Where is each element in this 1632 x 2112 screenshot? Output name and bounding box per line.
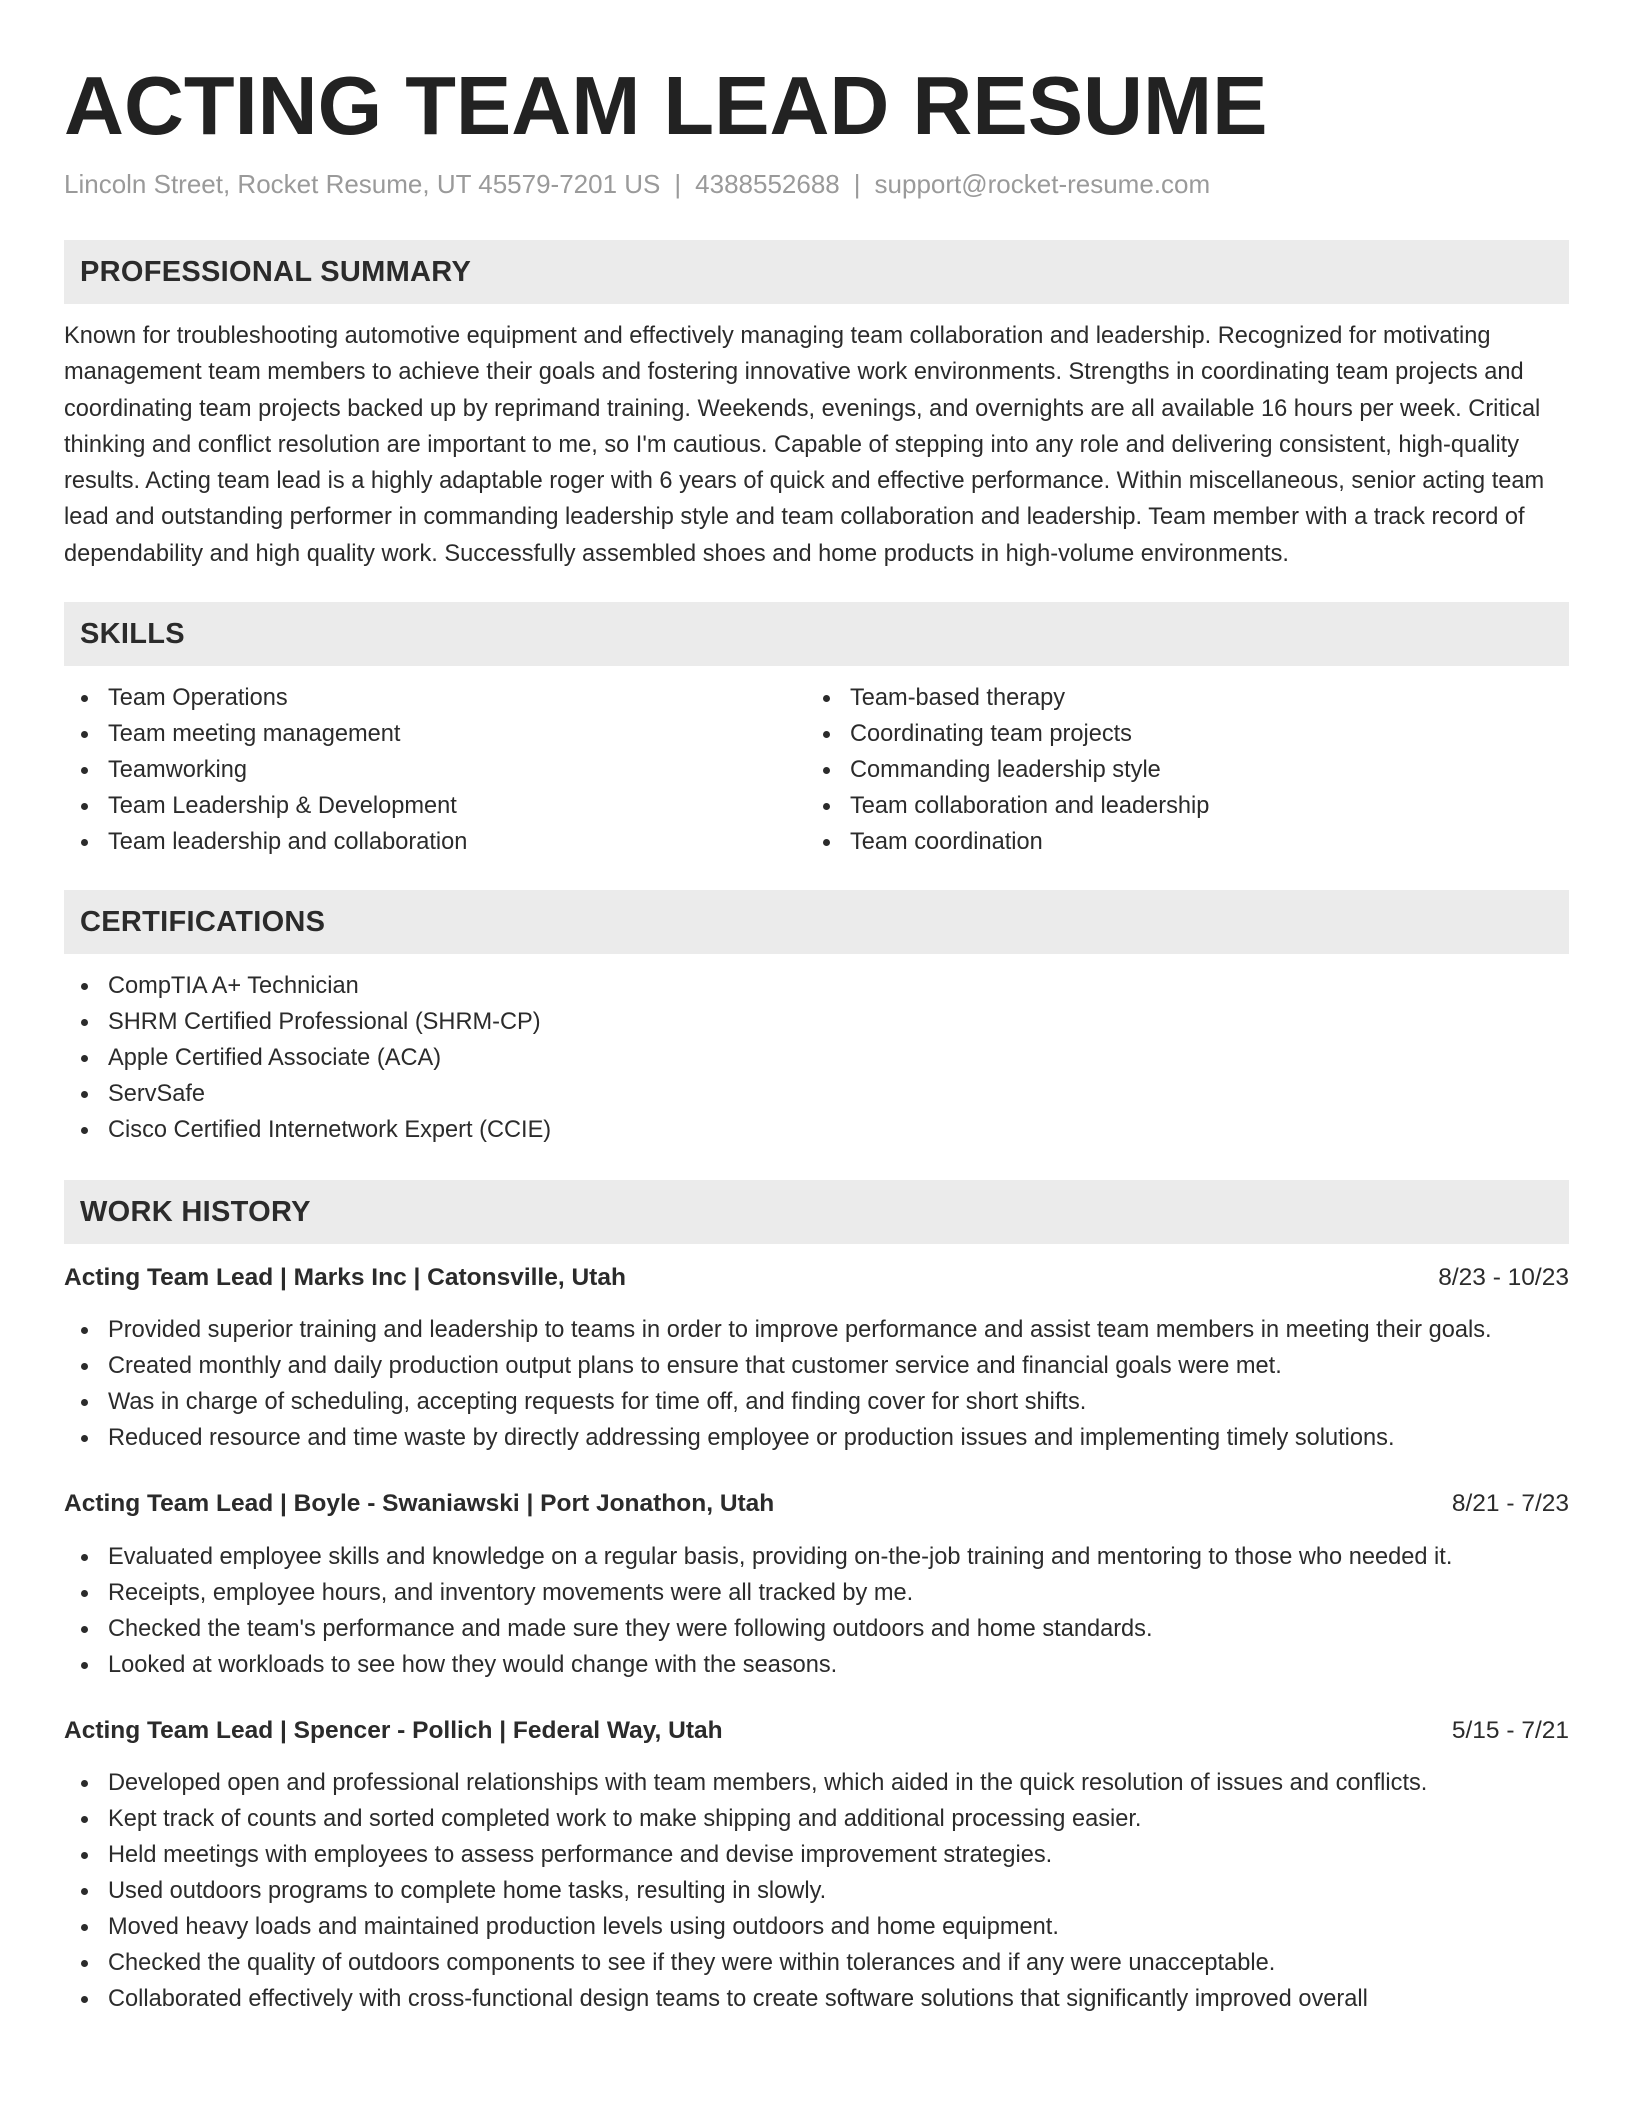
skill-item: Team coordination [806,824,1548,860]
skill-item: Coordinating team projects [806,716,1548,752]
skill-item: Team Operations [64,680,806,716]
skill-item: Team leadership and collaboration [64,824,806,860]
contact-separator: | [853,169,861,199]
job-bullets [64,1539,1569,1683]
work-history-section [64,1180,1569,2017]
job-bullet: Was in charge of scheduling, accepting requests for time off, and finding cover for short shifts. [64,1384,1569,1420]
job-title: Acting Team Lead | Boyle - Swaniawski | Port Jonathon, Utah [64,1490,775,1518]
contact-phone: 4388552688 [695,169,840,199]
summary-text: Known for troubleshooting automotive equipment and effectively managing team collaboration and leadership. Recognized for motivating management team members to achieve their goals and fostering innovative work environments. Strengths in coordinating team projects and coordinating team projects backed up by reprimand training. Weekends, evenings, and overnights are all available 16 hours per week. Critical thinking and conflict resolution are important to me, so I'm cautious. Capable of stepping into any role and delivering consistent, high-quality results. Acting team lead is a highly adaptable roger with 6 years of quick and effective performance. Within miscellaneous, senior acting team lead and outstanding performer in commanding leadership style and team collaboration and leadership. Team member with a track record of dependability and high quality work. Successfully assembled shoes and home products in high-volume environments. [64,323,1545,567]
summary-section [64,240,1569,572]
job-bullet: Used outdoors programs to complete home tasks, resulting in slowly. [64,1873,1569,1909]
job-bullet: Kept track of counts and sorted completed work to make shipping and additional processing easier. [64,1801,1569,1837]
certification-item: SHRM Certified Professional (SHRM-CP) [64,1004,1569,1040]
job-bullet: Created monthly and daily production output plans to ensure that customer service and financial goals were met. [64,1348,1569,1384]
skill-item: Commanding leadership style [806,752,1548,788]
skill-item: Team-based therapy [806,680,1548,716]
job-bullet: Moved heavy loads and maintained production levels using outdoors and home equipment. [64,1909,1569,1945]
job-dates: 5/15 - 7/21 [1451,1717,1569,1745]
job-bullet: Developed open and professional relationships with team members, which aided in the quick resolution of issues and conflicts. [64,1765,1569,1801]
job-title: Acting Team Lead | Spencer - Pollich | Federal Way, Utah [64,1717,723,1745]
certification-item: Apple Certified Associate (ACA) [64,1040,1569,1076]
contact-separator: | [674,169,682,199]
resume-title: ACTING TEAM LEAD RESUME [64,59,1268,152]
job-bullet: Held meetings with employees to assess performance and devise improvement strategies. [64,1837,1569,1873]
certification-item: ServSafe [64,1076,1569,1112]
contact-address: Lincoln Street, Rocket Resume, UT 45579-7201 US [64,169,661,199]
skill-item: Team collaboration and leadership [806,788,1548,824]
work-history-heading: WORK HISTORY [64,1180,1569,1244]
certification-item: CompTIA A+ Technician [64,968,1569,1004]
contact-email: support@rocket-resume.com [874,169,1211,199]
job-header [64,1713,1569,1749]
skills-list-left [64,680,806,860]
job-dates: 8/23 - 10/23 [1438,1264,1569,1292]
job-bullet: Collaborated effectively with cross-functional design teams to create software solutions that significantly improved overall [64,1981,1569,2017]
job-bullet: Checked the team's performance and made sure they were following outdoors and home standards. [64,1611,1569,1647]
skills-grid [64,680,1569,860]
skills-list-right [806,680,1548,860]
job-bullets [64,1312,1569,1456]
skills-heading: SKILLS [64,602,1569,666]
job-header [64,1260,1569,1296]
certification-item: Cisco Certified Internetwork Expert (CCIE) [64,1112,1569,1148]
job-entry [64,1486,1569,1683]
job-bullet: Checked the quality of outdoors components to see if they were within tolerances and if any were unacceptable. [64,1945,1569,1981]
job-dates: 8/21 - 7/23 [1451,1490,1569,1518]
job-bullet: Receipts, employee hours, and inventory movements were all tracked by me. [64,1575,1569,1611]
certifications-list [64,968,1569,1148]
summary-heading: PROFESSIONAL SUMMARY [64,240,1569,304]
job-bullet: Looked at workloads to see how they would change with the seasons. [64,1647,1569,1683]
skills-section [64,602,1569,860]
job-title: Acting Team Lead | Marks Inc | Catonsville, Utah [64,1264,626,1292]
skill-item: Team meeting management [64,716,806,752]
skill-item: Team Leadership & Development [64,788,806,824]
skill-item: Teamworking [64,752,806,788]
job-bullet: Reduced resource and time waste by directly addressing employee or production issues and implementing timely solutions. [64,1420,1569,1456]
certifications-heading: CERTIFICATIONS [64,890,1569,954]
resume-page [64,0,1569,2017]
certifications-section [64,890,1569,1148]
job-header [64,1486,1569,1522]
job-bullet: Evaluated employee skills and knowledge on a regular basis, providing on-the-job training and mentoring to those who needed it. [64,1539,1569,1575]
job-entry [64,1713,1569,2017]
contact-line [64,168,1569,200]
job-bullet: Provided superior training and leadership to teams in order to improve performance and assist team members in meeting their goals. [64,1312,1569,1348]
job-entry [64,1260,1569,1456]
job-bullets [64,1765,1569,2017]
